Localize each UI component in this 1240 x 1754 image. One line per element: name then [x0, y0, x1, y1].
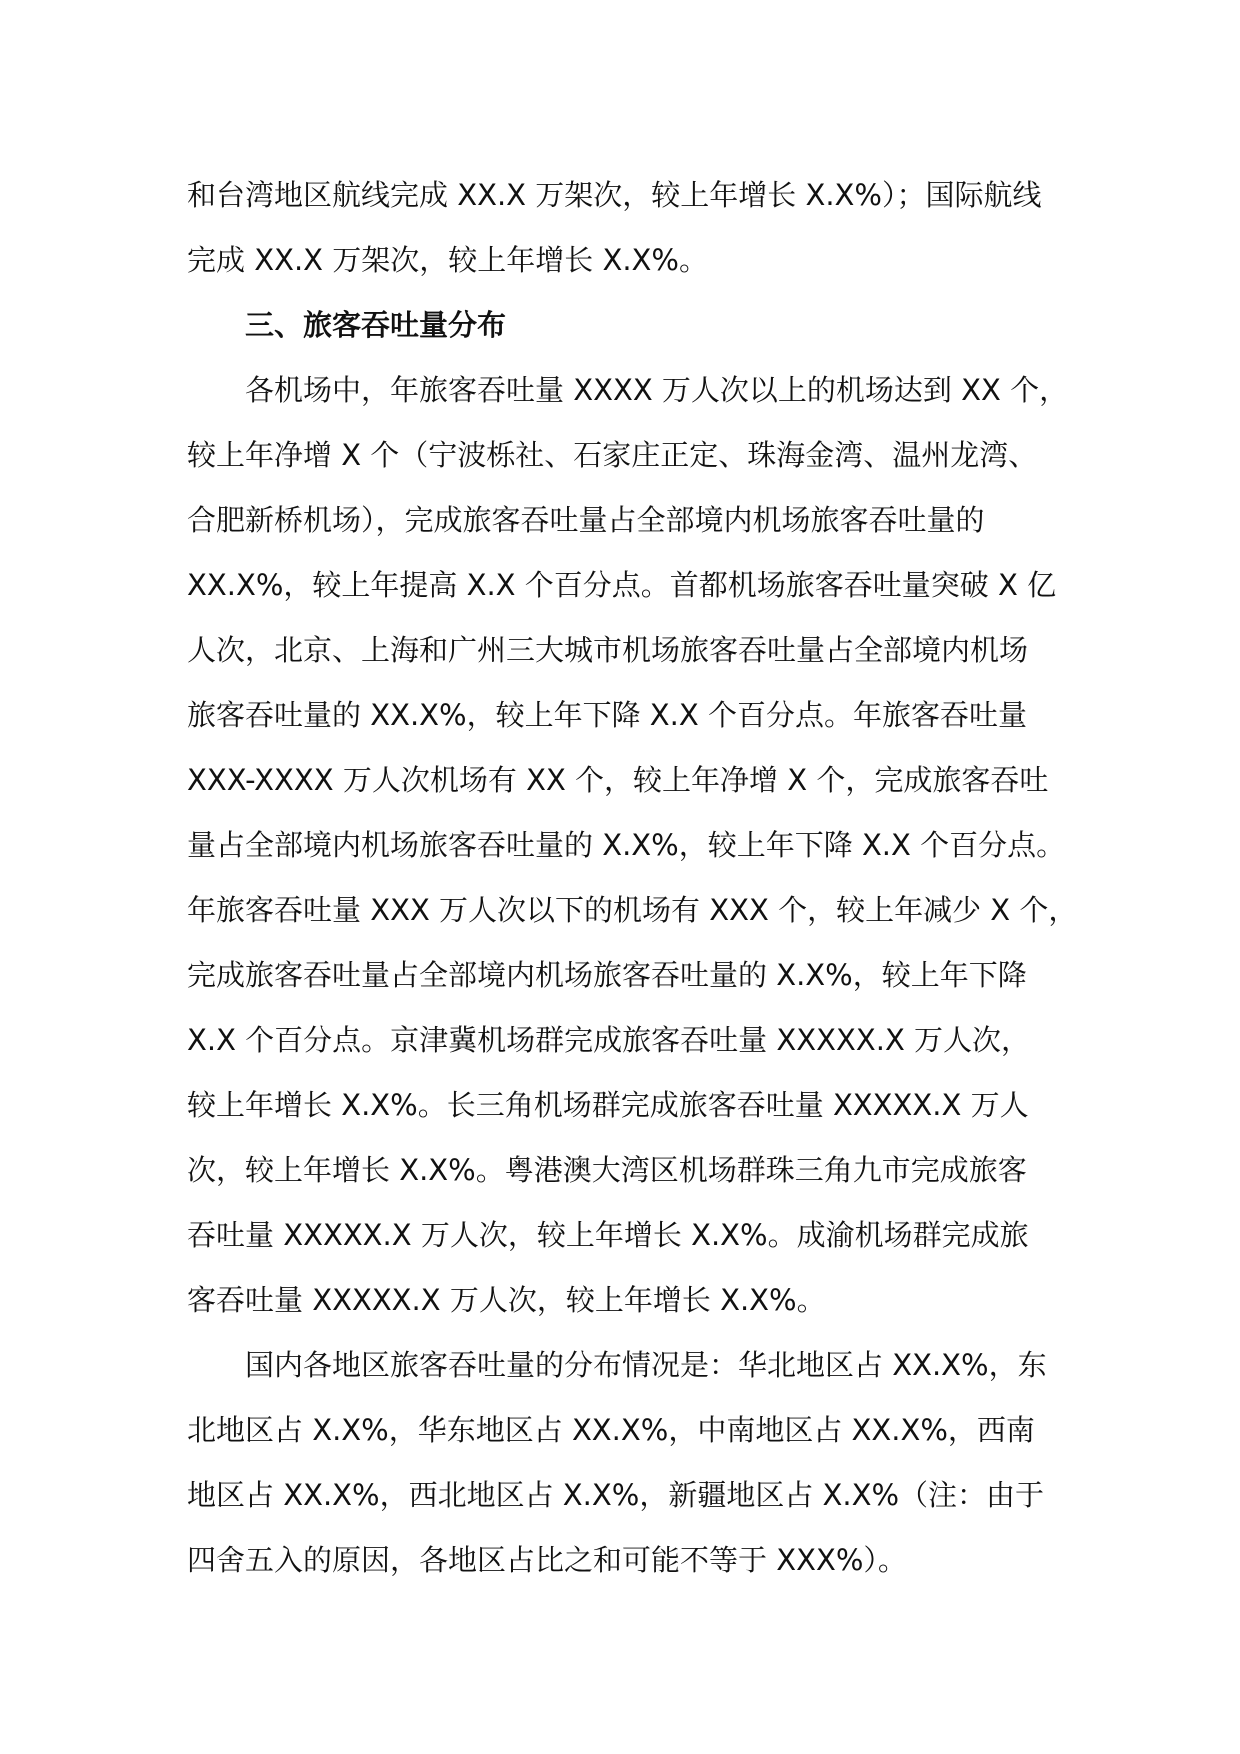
body-text-line: 人次，北京、上海和广州三大城市机场旅客吞吐量占全部境内机场 [187, 633, 1029, 667]
body-text-line: 次，较上年增长 X.X%。粤港澳大湾区机场群珠三角九市完成旅客 [187, 1153, 1027, 1187]
body-text-line: 年旅客吞吐量 XXX 万人次以下的机场有 XXX 个，较上年减少 X 个， [187, 893, 1078, 927]
body-text-line: 较上年净增 X 个（宁波栎社、石家庄正定、珠海金湾、温州龙湾、 [187, 438, 1038, 472]
body-text-line: 旅客吞吐量的 XX.X%，较上年下降 X.X 个百分点。年旅客吞吐量 [187, 698, 1027, 732]
body-text-line: 客吞吐量 XXXXX.X 万人次，较上年增长 X.X%。 [187, 1283, 826, 1317]
body-text-line: XXX-XXXX 万人次机场有 XX 个，较上年净增 X 个，完成旅客吞吐 [187, 763, 1049, 797]
body-text-line: X.X 个百分点。京津冀机场群完成旅客吞吐量 XXXXX.X 万人次， [187, 1023, 1031, 1057]
body-text-line: 地区占 XX.X%，西北地区占 X.X%，新疆地区占 X.X%（注：由于 [187, 1478, 1045, 1512]
document-body [187, 163, 1078, 1593]
body-text-line: 北地区占 X.X%，华东地区占 XX.X%，中南地区占 XX.X%，西南 [187, 1413, 1035, 1447]
body-text-line: 较上年增长 X.X%。长三角机场群完成旅客吞吐量 XXXXX.X 万人 [187, 1088, 1029, 1122]
paragraph-first-line: 国内各地区旅客吞吐量的分布情况是：华北地区占 XX.X%，东 [245, 1348, 1047, 1382]
body-text-line: XX.X%，较上年提高 X.X 个百分点。首都机场旅客吞吐量突破 X 亿 [187, 568, 1057, 602]
body-text-line: 和台湾地区航线完成 XX.X 万架次，较上年增长 X.X%）；国际航线 [187, 178, 1042, 212]
body-text-line: 合肥新桥机场），完成旅客吞吐量占全部境内机场旅客吞吐量的 [187, 503, 985, 537]
body-text-line: 量占全部境内机场旅客吞吐量的 X.X%，较上年下降 X.X 个百分点。 [187, 828, 1066, 862]
body-text-line: 完成 XX.X 万架次，较上年增长 X.X%。 [187, 243, 708, 277]
body-text-line: 四舍五入的原因，各地区占比之和可能不等于 XXX%）。 [187, 1543, 907, 1577]
paragraph-first-line: 各机场中，年旅客吞吐量 XXXX 万人次以上的机场达到 XX 个， [245, 373, 1069, 407]
body-text-line: 完成旅客吞吐量占全部境内机场旅客吞吐量的 X.X%，较上年下降 [187, 958, 1027, 992]
section-heading: 三、旅客吞吐量分布 [245, 308, 507, 342]
body-text-line: 吞吐量 XXXXX.X 万人次，较上年增长 X.X%。成渝机场群完成旅 [187, 1218, 1029, 1252]
